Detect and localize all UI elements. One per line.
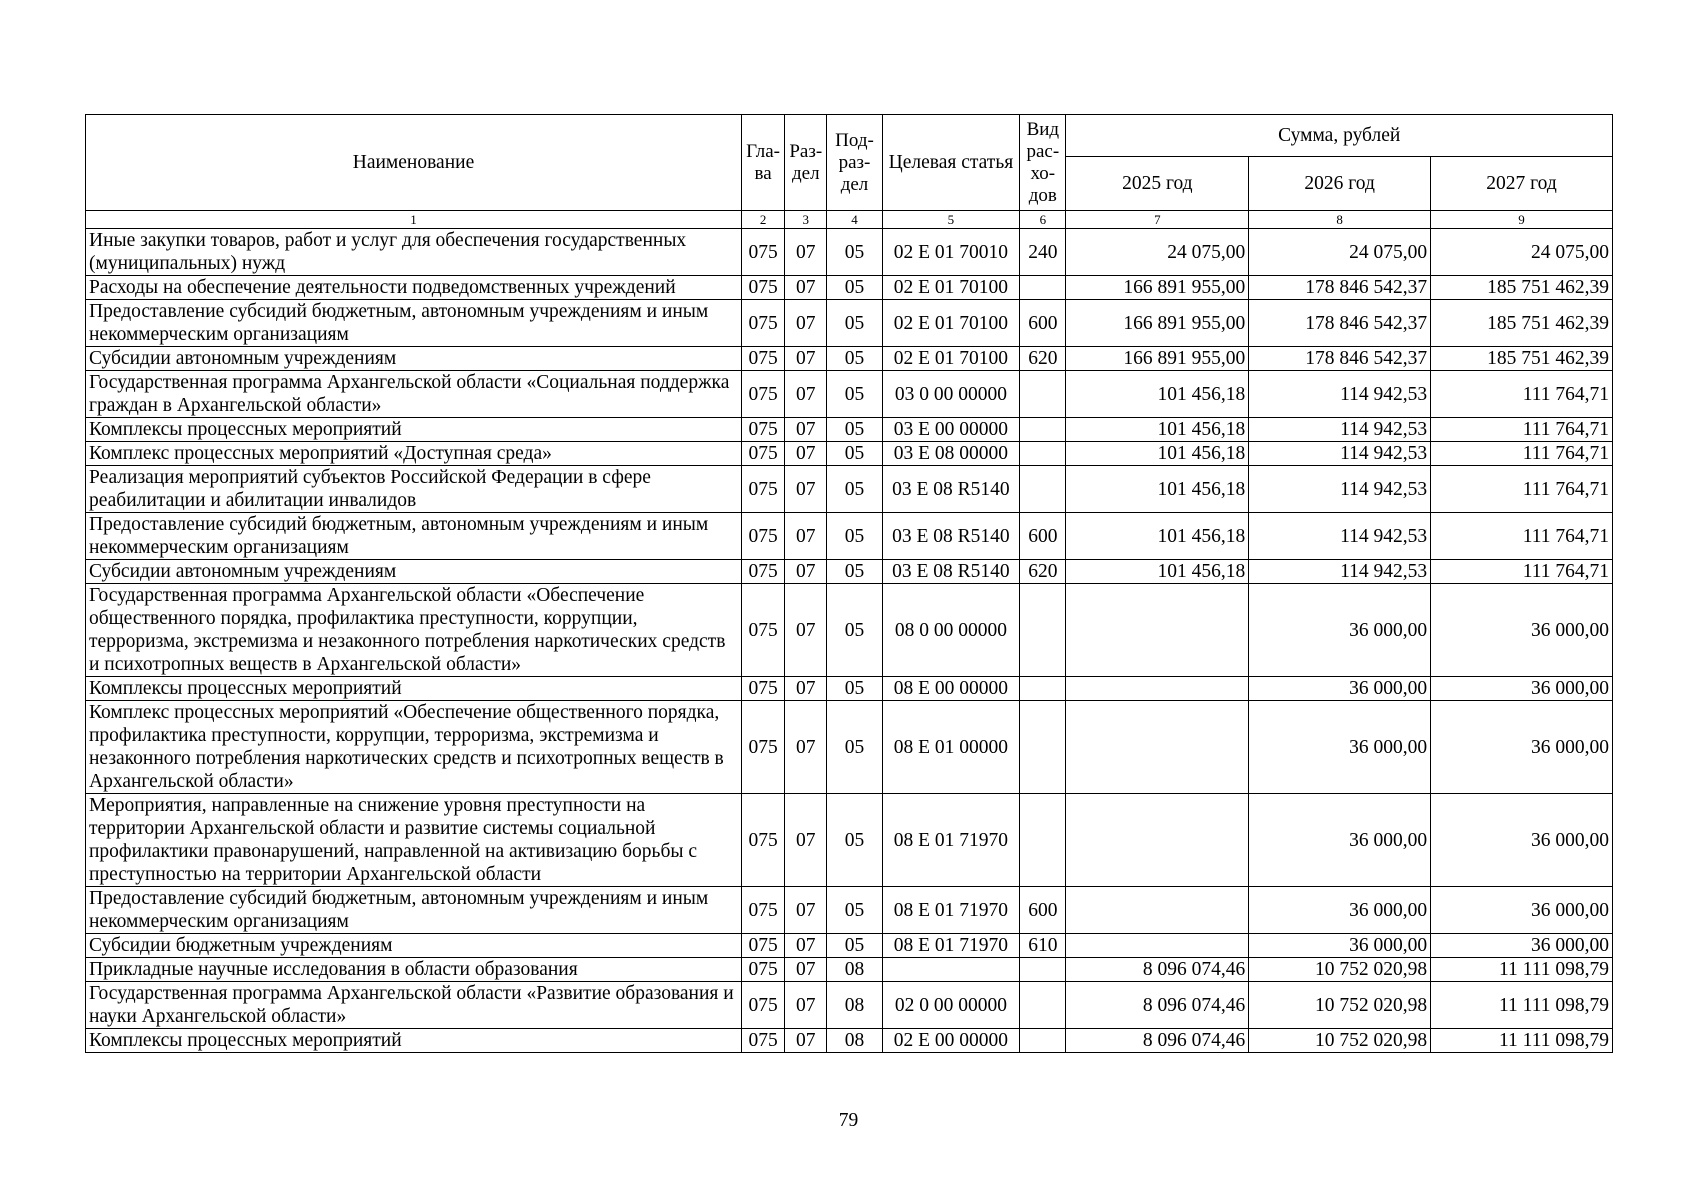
row-glava: 075 [741,982,784,1029]
row-glava: 075 [741,887,784,934]
row-sum-2025: 24 075,00 [1066,229,1249,276]
row-celevaya-statya: 08 Е 01 71970 [882,934,1020,958]
header-podrazdel [827,115,882,211]
table-row [86,466,1613,513]
table-row [86,1029,1613,1053]
row-vid-rashodov: 600 [1020,300,1066,347]
row-celevaya-statya [882,958,1020,982]
row-podrazdel: 05 [827,677,882,701]
row-name: Мероприятия, направленные на снижение уровня преступности на территории Архангельской области и развитие системы социальной профилактики правонарушений, направленной на активизацию борьбы с преступностью на территории Архангельской области [86,794,742,887]
row-sum-2026: 178 846 542,37 [1249,276,1431,300]
table-row [86,229,1613,276]
row-vid-rashodov [1020,677,1066,701]
row-sum-2025: 8 096 074,46 [1066,958,1249,982]
row-glava: 075 [741,371,784,418]
row-celevaya-statya: 03 0 00 00000 [882,371,1020,418]
table-row [86,371,1613,418]
row-name: Государственная программа Архангельской области «Обеспечение общественного порядка, профилактика преступности, коррупции, терроризма, экстремизма и незаконного потребления наркотических средств и психотропных веществ в Архангельской области» [86,584,742,677]
row-razdel: 07 [785,442,827,466]
row-sum-2027: 11 111 098,79 [1431,1029,1613,1053]
row-sum-2027: 11 111 098,79 [1431,982,1613,1029]
row-sum-2027: 185 751 462,39 [1431,347,1613,371]
page-number: 79 [838,1110,859,1131]
row-sum-2026: 114 942,53 [1249,466,1431,513]
table-row [86,418,1613,442]
table-row [86,887,1613,934]
row-sum-2026: 10 752 020,98 [1249,982,1431,1029]
column-number: 8 [1249,211,1431,229]
table-row [86,958,1613,982]
header-year-2025: 2025 год [1066,157,1249,211]
row-name: Комплексы процессных мероприятий [86,677,742,701]
row-sum-2025 [1066,794,1249,887]
row-sum-2027: 36 000,00 [1431,794,1613,887]
row-vid-rashodov [1020,701,1066,794]
header-name: Наименование [86,115,742,211]
row-sum-2025: 8 096 074,46 [1066,982,1249,1029]
row-podrazdel: 05 [827,513,882,560]
header-glava [741,115,784,211]
row-sum-2027: 111 764,71 [1431,513,1613,560]
table-row [86,560,1613,584]
column-number: 2 [741,211,784,229]
row-razdel: 07 [785,934,827,958]
row-podrazdel: 05 [827,418,882,442]
row-glava: 075 [741,560,784,584]
row-sum-2025: 101 456,18 [1066,466,1249,513]
row-sum-2027: 111 764,71 [1431,371,1613,418]
row-sum-2026: 114 942,53 [1249,371,1431,418]
row-sum-2026: 36 000,00 [1249,677,1431,701]
row-name: Субсидии автономным учреждениям [86,347,742,371]
row-podrazdel: 05 [827,887,882,934]
row-vid-rashodov: 240 [1020,229,1066,276]
row-name: Комплексы процессных мероприятий [86,418,742,442]
row-name: Прикладные научные исследования в области образования [86,958,742,982]
row-glava: 075 [741,1029,784,1053]
row-sum-2025 [1066,887,1249,934]
row-name: Предоставление субсидий бюджетным, автономным учреждениям и иным некоммерческим организациям [86,300,742,347]
row-razdel: 07 [785,466,827,513]
row-celevaya-statya: 03 Е 08 R5140 [882,560,1020,584]
row-podrazdel: 05 [827,371,882,418]
row-name: Субсидии автономным учреждениям [86,560,742,584]
row-razdel: 07 [785,794,827,887]
table-row [86,584,1613,677]
row-sum-2025: 101 456,18 [1066,513,1249,560]
row-sum-2026: 36 000,00 [1249,584,1431,677]
row-vid-rashodov: 600 [1020,513,1066,560]
row-sum-2027: 111 764,71 [1431,442,1613,466]
row-glava: 075 [741,584,784,677]
row-podrazdel: 05 [827,584,882,677]
row-podrazdel: 05 [827,276,882,300]
row-sum-2025 [1066,934,1249,958]
row-sum-2027: 185 751 462,39 [1431,276,1613,300]
row-celevaya-statya: 08 Е 01 71970 [882,794,1020,887]
row-glava: 075 [741,677,784,701]
row-podrazdel: 08 [827,1029,882,1053]
row-vid-rashodov [1020,794,1066,887]
table-row [86,934,1613,958]
column-number: 7 [1066,211,1249,229]
row-glava: 075 [741,958,784,982]
row-glava: 075 [741,276,784,300]
row-celevaya-statya: 03 Е 08 R5140 [882,513,1020,560]
row-razdel: 07 [785,300,827,347]
table-row [86,300,1613,347]
row-sum-2027: 11 111 098,79 [1431,958,1613,982]
column-number: 6 [1020,211,1066,229]
row-sum-2027: 24 075,00 [1431,229,1613,276]
row-podrazdel: 05 [827,347,882,371]
column-number: 9 [1431,211,1613,229]
row-sum-2026: 10 752 020,98 [1249,1029,1431,1053]
row-name: Государственная программа Архангельской области «Социальная поддержка граждан в Архангельской области» [86,371,742,418]
row-razdel: 07 [785,887,827,934]
row-sum-2027: 111 764,71 [1431,418,1613,442]
row-razdel: 07 [785,584,827,677]
row-glava: 075 [741,347,784,371]
row-sum-2025 [1066,701,1249,794]
budget-table [85,114,1613,1053]
header-vid [1020,115,1066,211]
row-podrazdel: 05 [827,560,882,584]
table-header [86,115,1613,229]
table-row [86,276,1613,300]
row-celevaya-statya: 02 Е 01 70100 [882,300,1020,347]
row-razdel: 07 [785,1029,827,1053]
row-celevaya-statya: 02 Е 01 70100 [882,276,1020,300]
row-sum-2027: 111 764,71 [1431,560,1613,584]
row-razdel: 07 [785,677,827,701]
table-row [86,347,1613,371]
header-razdel-text: Раз-дел [789,140,823,184]
row-vid-rashodov [1020,371,1066,418]
row-sum-2025: 166 891 955,00 [1066,347,1249,371]
row-sum-2025: 166 891 955,00 [1066,300,1249,347]
table-row [86,701,1613,794]
row-name: Иные закупки товаров, работ и услуг для обеспечения государственных (муниципальных) нужд [86,229,742,276]
row-sum-2027: 36 000,00 [1431,887,1613,934]
row-glava: 075 [741,934,784,958]
row-podrazdel: 08 [827,958,882,982]
row-glava: 075 [741,513,784,560]
row-sum-2026: 36 000,00 [1249,887,1431,934]
row-sum-2025 [1066,677,1249,701]
row-vid-rashodov [1020,442,1066,466]
header-year-2026: 2026 год [1249,157,1431,211]
row-podrazdel: 05 [827,701,882,794]
row-sum-2026: 114 942,53 [1249,560,1431,584]
row-glava: 075 [741,701,784,794]
header-razdel [785,115,827,211]
row-sum-2027: 36 000,00 [1431,934,1613,958]
row-celevaya-statya: 03 Е 08 R5140 [882,466,1020,513]
row-vid-rashodov [1020,466,1066,513]
row-sum-2026: 10 752 020,98 [1249,958,1431,982]
column-number: 3 [785,211,827,229]
row-celevaya-statya: 08 Е 01 71970 [882,887,1020,934]
row-sum-2027: 36 000,00 [1431,584,1613,677]
header-summa: Сумма, рублей [1066,115,1613,157]
row-glava: 075 [741,418,784,442]
row-razdel: 07 [785,982,827,1029]
row-celevaya-statya: 02 Е 01 70010 [882,229,1020,276]
row-sum-2025 [1066,584,1249,677]
row-razdel: 07 [785,371,827,418]
row-sum-2027: 111 764,71 [1431,466,1613,513]
row-name: Комплексы процессных мероприятий [86,1029,742,1053]
row-vid-rashodov [1020,584,1066,677]
header-glava-text: Гла-ва [746,140,780,184]
row-razdel: 07 [785,513,827,560]
row-glava: 075 [741,794,784,887]
row-sum-2026: 114 942,53 [1249,513,1431,560]
row-celevaya-statya: 08 Е 01 00000 [882,701,1020,794]
row-name: Предоставление субсидий бюджетным, автономным учреждениям и иным некоммерческим организациям [86,513,742,560]
row-celevaya-statya: 03 Е 08 00000 [882,442,1020,466]
row-name: Реализация мероприятий субъектов Российской Федерации в сфере реабилитации и абилитации инвалидов [86,466,742,513]
row-razdel: 07 [785,229,827,276]
row-sum-2026: 178 846 542,37 [1249,347,1431,371]
row-sum-2025: 101 456,18 [1066,418,1249,442]
row-celevaya-statya: 03 Е 00 00000 [882,418,1020,442]
row-vid-rashodov: 600 [1020,887,1066,934]
row-name: Субсидии бюджетным учреждениям [86,934,742,958]
table-row [86,442,1613,466]
row-sum-2027: 36 000,00 [1431,701,1613,794]
row-vid-rashodov: 620 [1020,347,1066,371]
header-vid-text: Вид рас-хо-дов [1026,118,1060,206]
header-statya-text: Целевая статья [888,151,1014,173]
row-celevaya-statya: 08 0 00 00000 [882,584,1020,677]
row-sum-2026: 114 942,53 [1249,418,1431,442]
header-column-numbers [86,211,1613,229]
row-razdel: 07 [785,418,827,442]
row-podrazdel: 05 [827,466,882,513]
row-vid-rashodov [1020,1029,1066,1053]
row-sum-2025: 101 456,18 [1066,560,1249,584]
table-row [86,982,1613,1029]
row-sum-2025: 8 096 074,46 [1066,1029,1249,1053]
row-razdel: 07 [785,701,827,794]
row-razdel: 07 [785,560,827,584]
row-glava: 075 [741,466,784,513]
row-glava: 075 [741,229,784,276]
row-podrazdel: 05 [827,300,882,347]
table-body [86,229,1613,1053]
column-number: 4 [827,211,882,229]
row-name: Предоставление субсидий бюджетным, автономным учреждениям и иным некоммерческим организациям [86,887,742,934]
row-sum-2027: 185 751 462,39 [1431,300,1613,347]
row-celevaya-statya: 02 Е 00 00000 [882,1029,1020,1053]
table-row [86,794,1613,887]
row-sum-2025: 101 456,18 [1066,442,1249,466]
row-podrazdel: 05 [827,442,882,466]
header-statya [882,115,1020,211]
row-razdel: 07 [785,958,827,982]
row-sum-2027: 36 000,00 [1431,677,1613,701]
row-sum-2026: 24 075,00 [1249,229,1431,276]
row-vid-rashodov: 620 [1020,560,1066,584]
row-sum-2025: 101 456,18 [1066,371,1249,418]
table-row [86,513,1613,560]
row-vid-rashodov [1020,418,1066,442]
row-name: Расходы на обеспечение деятельности подведомственных учреждений [86,276,742,300]
row-name: Комплекс процессных мероприятий «Доступная среда» [86,442,742,466]
table-row [86,677,1613,701]
row-name: Государственная программа Архангельской области «Развитие образования и науки Архангельской области» [86,982,742,1029]
row-celevaya-statya: 08 Е 00 00000 [882,677,1020,701]
row-podrazdel: 08 [827,982,882,1029]
column-number: 5 [882,211,1020,229]
row-sum-2026: 178 846 542,37 [1249,300,1431,347]
row-glava: 075 [741,442,784,466]
row-sum-2025: 166 891 955,00 [1066,276,1249,300]
row-vid-rashodov [1020,276,1066,300]
row-podrazdel: 05 [827,934,882,958]
row-glava: 075 [741,300,784,347]
row-celevaya-statya: 02 0 00 00000 [882,982,1020,1029]
row-razdel: 07 [785,276,827,300]
row-razdel: 07 [785,347,827,371]
row-vid-rashodov: 610 [1020,934,1066,958]
row-podrazdel: 05 [827,229,882,276]
row-sum-2026: 36 000,00 [1249,794,1431,887]
row-sum-2026: 114 942,53 [1249,442,1431,466]
row-vid-rashodov [1020,982,1066,1029]
header-podrazdel-text: Под-раз-дел [835,129,874,195]
row-name: Комплекс процессных мероприятий «Обеспечение общественного порядка, профилактика преступности, коррупции, терроризма, экстремизма и незаконного потребления наркотических средств и психотропных веществ в Архангельской области» [86,701,742,794]
header-year-2027: 2027 год [1431,157,1613,211]
row-celevaya-statya: 02 Е 01 70100 [882,347,1020,371]
row-vid-rashodov [1020,958,1066,982]
row-sum-2026: 36 000,00 [1249,701,1431,794]
row-podrazdel: 05 [827,794,882,887]
row-sum-2026: 36 000,00 [1249,934,1431,958]
column-number: 1 [86,211,742,229]
